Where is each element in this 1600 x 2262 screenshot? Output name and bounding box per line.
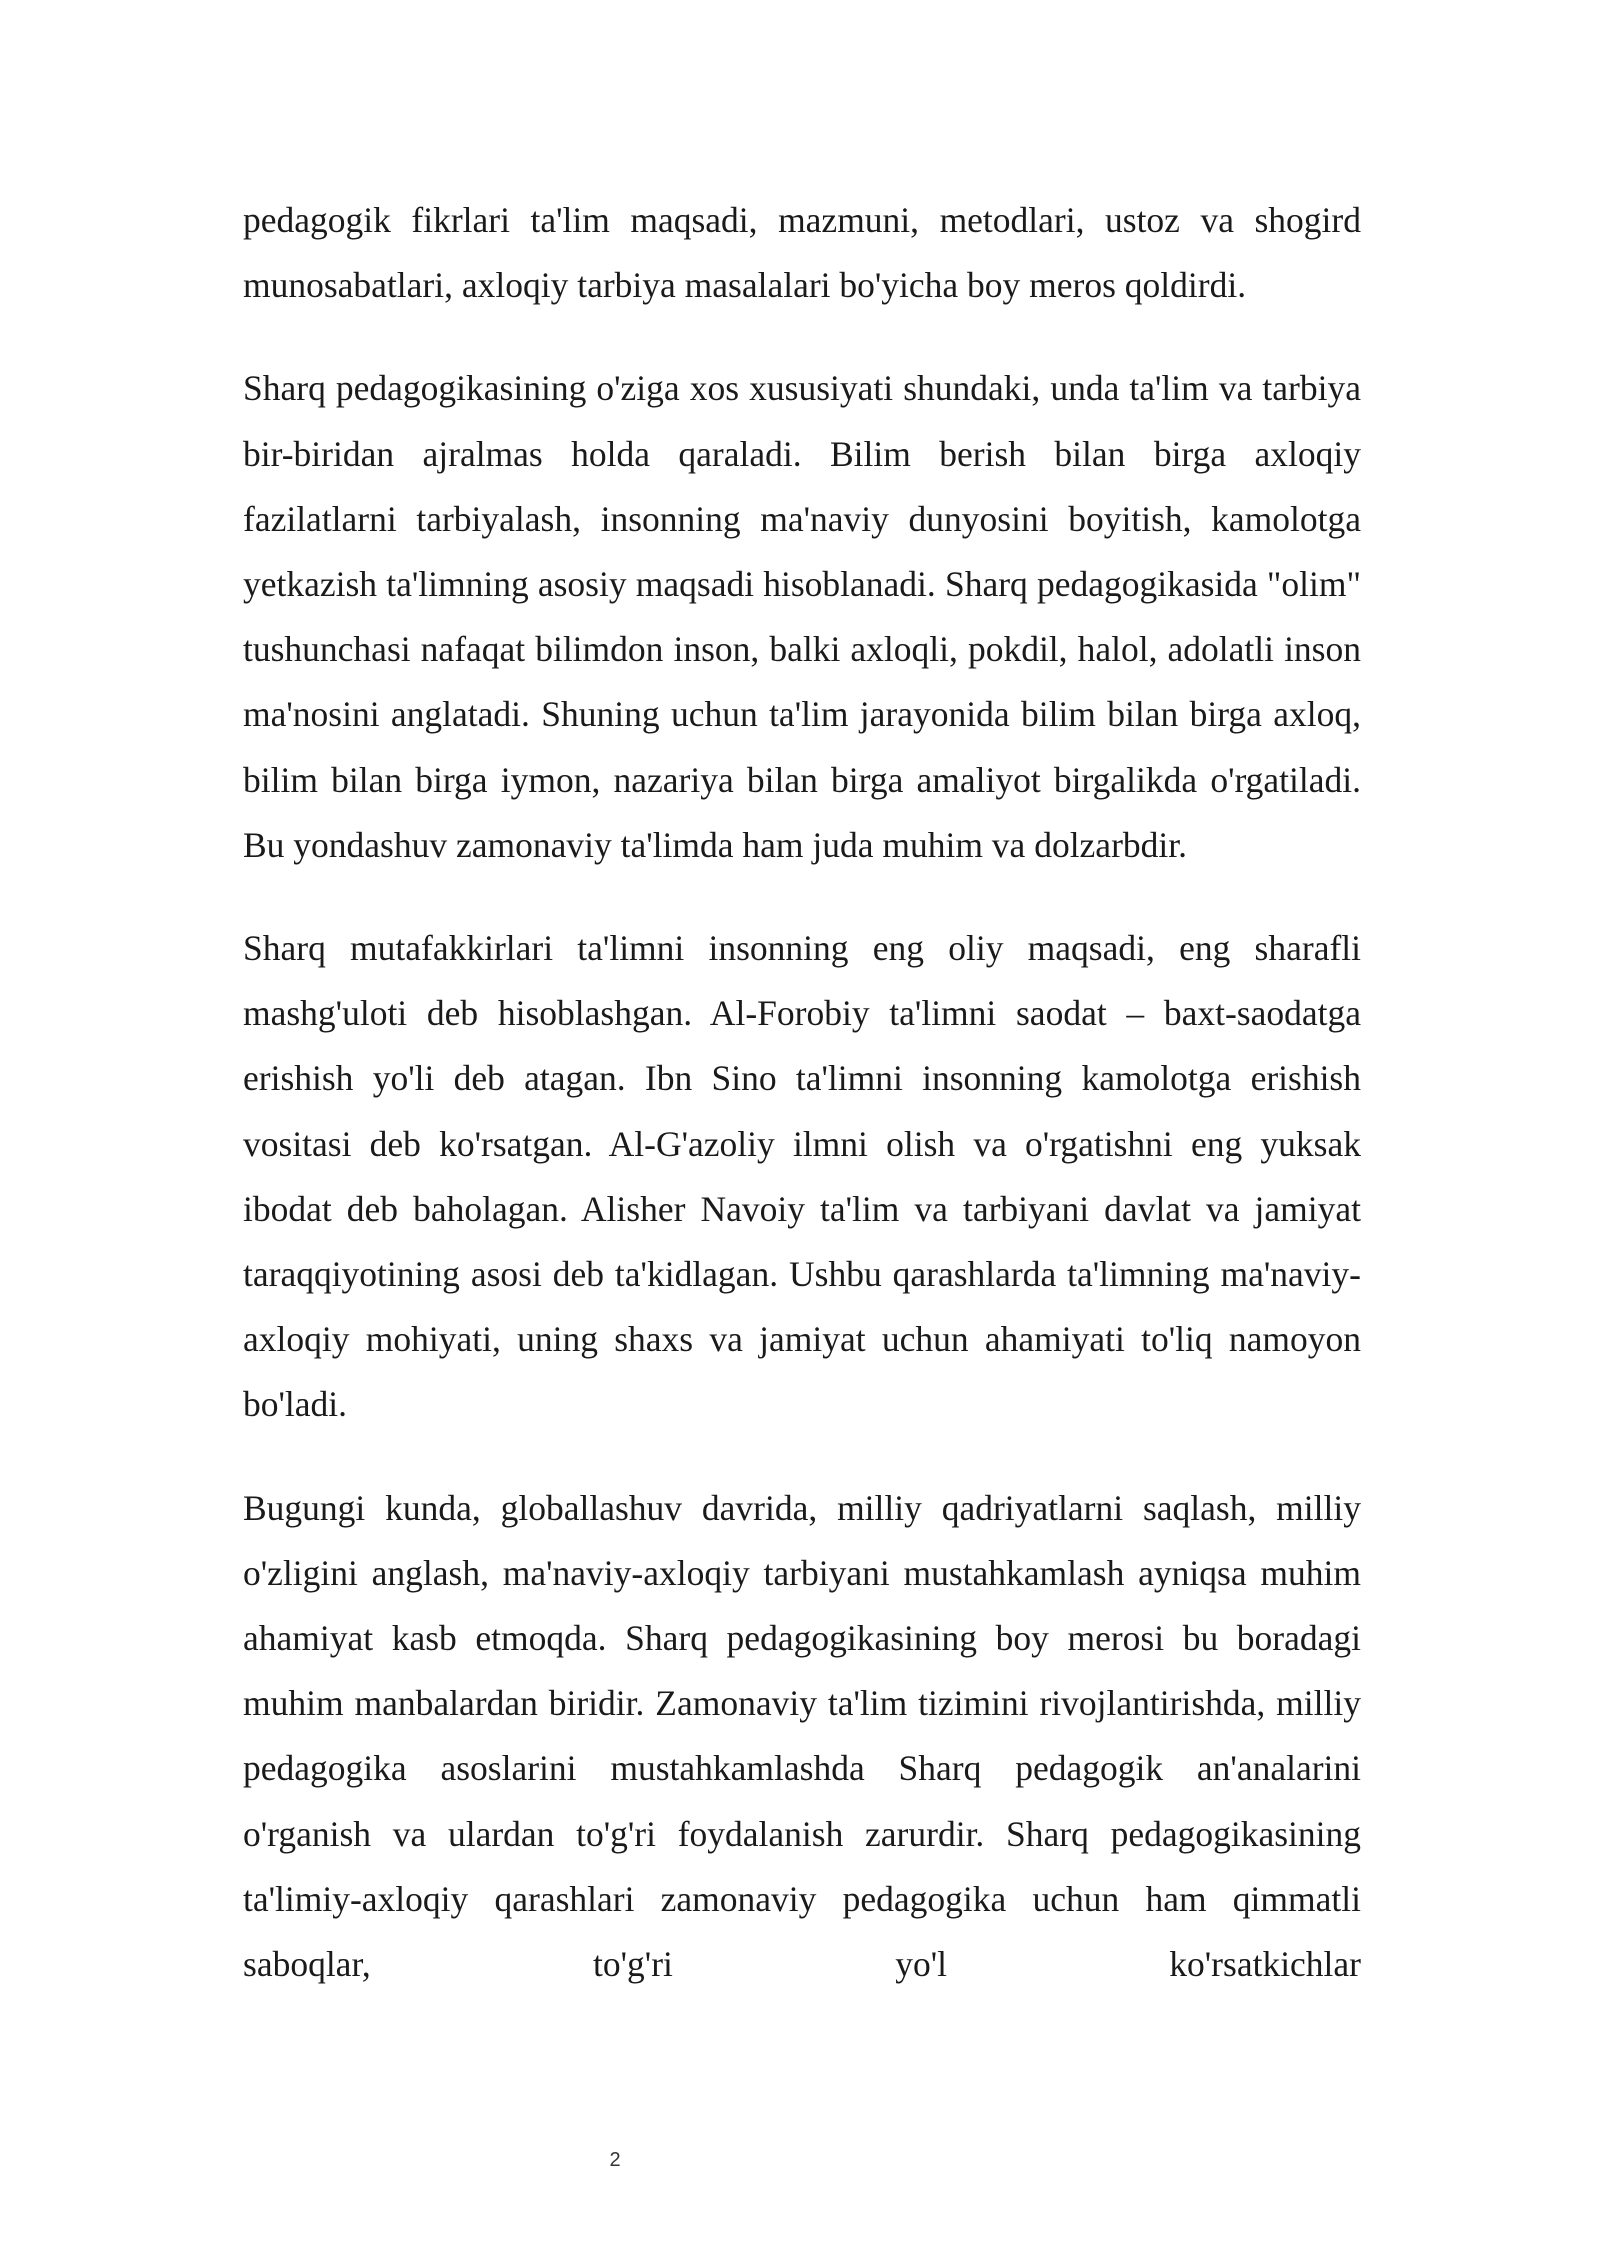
paragraph-1: pedagogik fikrlari ta'lim maqsadi, mazmuni, metodlari, ustoz va shogird munosabatlari, axloqiy tarbiya masalalari bo'yicha boy meros qoldirdi. bbox=[243, 200, 1361, 306]
page-number: 2 bbox=[609, 2149, 621, 2171]
paragraph-2: Sharq pedagogikasining o'ziga xos xususiyati shundaki, unda ta'lim va tarbiya bir-biridan ajralmas holda qaraladi. Bilim berish bilan birga axloqiy fazilatlarni tarbiyalash, insonning ma'naviy dunyosini boyitish, kamolotga yetkazish ta'limning asosiy maqsadi hisoblanadi. Sharq pedagogikasida "olim" tushunchasi nafaqat bilimdon inson, balki axloqli, pokdil, halol, adolatli inson ma'nosini anglatadi. Shuning uchun ta'lim jarayonida bilim bilan birga axloq, bilim bilan birga iymon, nazariya bilan birga amaliyot birgalikda o'rgatiladi. Bu yondashuv zamonaviy ta'limda ham juda muhim va dolzarbdir. bbox=[243, 368, 1361, 865]
document-body bbox=[243, 188, 1361, 2035]
paragraph-4: Bugungi kunda, globallashuv davrida, milliy qadriyatlarni saqlash, milliy o'zligini anglash, ma'naviy-axloqiy tarbiyani mustahkamlash ayniqsa muhim ahamiyat kasb etmoqda. Sharq pedagogikasining boy merosi bu boradagi muhim manbalardan biridir. Zamonaviy ta'lim tizimini rivojlantirishda, milliy pedagogika asoslarini mustahkamlashda Sharq pedagogik an'analarini o'rganish va ulardan to'g'ri foydalanish zarurdir. Sharq pedagogikasining ta'limiy-axloqiy qarashlari zamonaviy pedagogika uchun ham qimmatli saboqlar, to'g'ri yo'l ko'rsatkichlar bbox=[243, 1487, 1361, 1985]
paragraph-3: Sharq mutafakkirlari ta'limni insonning eng oliy maqsadi, eng sharafli mashg'uloti deb hisoblashgan. Al-Forobiy ta'limni saodat – baxt-saodatga erishish yo'li deb atagan. Ibn Sino ta'limni insonning kamolotga erishish vositasi deb ko'rsatgan. Al-G'azoliy ilmni olish va o'rgatishni eng yuksak ibodat deb baholagan. Alisher Navoiy ta'lim va tarbiyani davlat va jamiyat taraqqiyotining asosi deb ta'kidlagan. Ushbu qarashlarda ta'limning ma'naviy-axloqiy mohiyati, uning shaxs va jamiyat uchun ahamiyati to'liq namoyon bo'ladi. bbox=[243, 928, 1361, 1425]
